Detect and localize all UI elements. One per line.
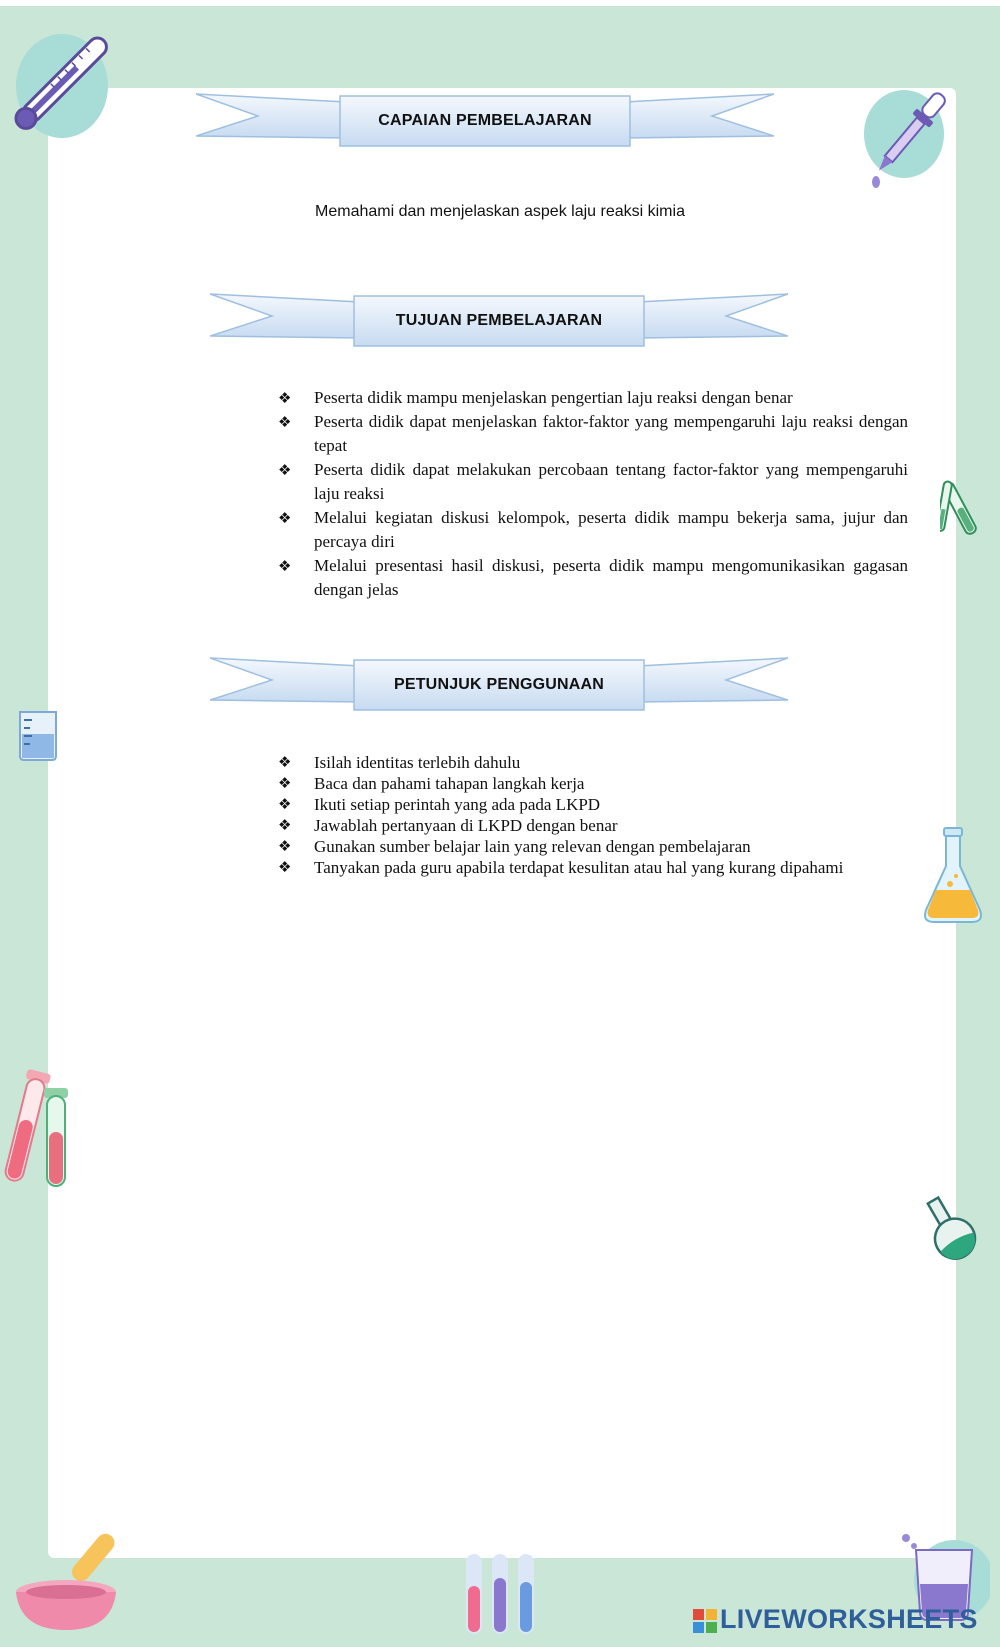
list-item: ❖ Peserta didik dapat melakukan percobaan tentang factor-faktor yang mempengaruhi laju reaksi [278,460,908,503]
tujuan-title: TUJUAN PEMBELAJARAN [395,312,603,329]
petunjuk-ribbon [210,654,788,716]
dropper-icon [862,84,952,194]
test-tubes-icon [0,1066,76,1192]
mortar-pestle-icon [14,1528,124,1632]
round-flask-icon [918,1194,982,1266]
bullet-icon: ❖ [278,413,292,431]
tujuan-list [278,386,908,602]
liveworksheets-logo-icon [693,1609,717,1633]
list-item: ❖ Gunakan sumber belajar lain yang relevan dengan pembelajaran [278,837,751,856]
bullet-icon: ❖ [278,389,292,407]
list-item: ❖ Peserta didik mampu menjelaskan pengertian laju reaksi dengan benar [278,386,908,410]
bullet-icon: ❖ [278,753,292,771]
bullet-icon: ❖ [278,837,292,855]
bullet-icon: ❖ [278,461,292,479]
bullet-icon: ❖ [278,816,292,834]
bullet-icon: ❖ [278,795,292,813]
list-item: ❖ Melalui kegiatan diskusi kelompok, peserta didik mampu bekerja sama, jujur dan percaya diri [278,508,908,551]
flask-icon [920,826,986,926]
measuring-cup-icon [16,708,60,762]
petunjuk-list [278,752,908,878]
test-tube-rack-icon [462,1552,538,1636]
bullet-icon: ❖ [278,509,292,527]
capaian-ribbon [196,90,774,152]
test-tubes-icon [940,478,1000,540]
list-item: ❖ Baca dan pahami tahapan langkah kerja [278,774,585,793]
bullet-icon: ❖ [278,858,292,876]
capaian-title: CAPAIAN PEMBELAJARAN [378,112,592,129]
tujuan-ribbon [210,290,788,352]
list-item: ❖ Tanyakan pada guru apabila terdapat kesulitan atau hal yang kurang dipahami [278,858,844,877]
list-item: ❖ Ikuti setiap perintah yang ada pada LKPD [278,795,601,814]
capaian-text: Memahami dan menjelaskan aspek laju reaksi kimia [315,203,685,220]
bullet-icon: ❖ [278,557,292,575]
petunjuk-title: PETUNJUK PENGGUNAAN [393,676,605,693]
list-item: ❖ Jawablah pertanyaan di LKPD dengan benar [278,816,618,835]
thermometer-icon [0,18,115,148]
list-item: ❖ Peserta didik dapat menjelaskan faktor-faktor yang mempengaruhi laju reaksi dengan tepat [278,412,908,455]
list-item: ❖ Melalui presentasi hasil diskusi, peserta didik mampu mengomunikasikan gagasan dengan jelas [278,556,908,599]
liveworksheets-logo[interactable]: LIVEWORKSHEETS [720,1604,978,1634]
bullet-icon: ❖ [278,774,292,792]
list-item: ❖ Isilah identitas terlebih dahulu [278,753,521,772]
